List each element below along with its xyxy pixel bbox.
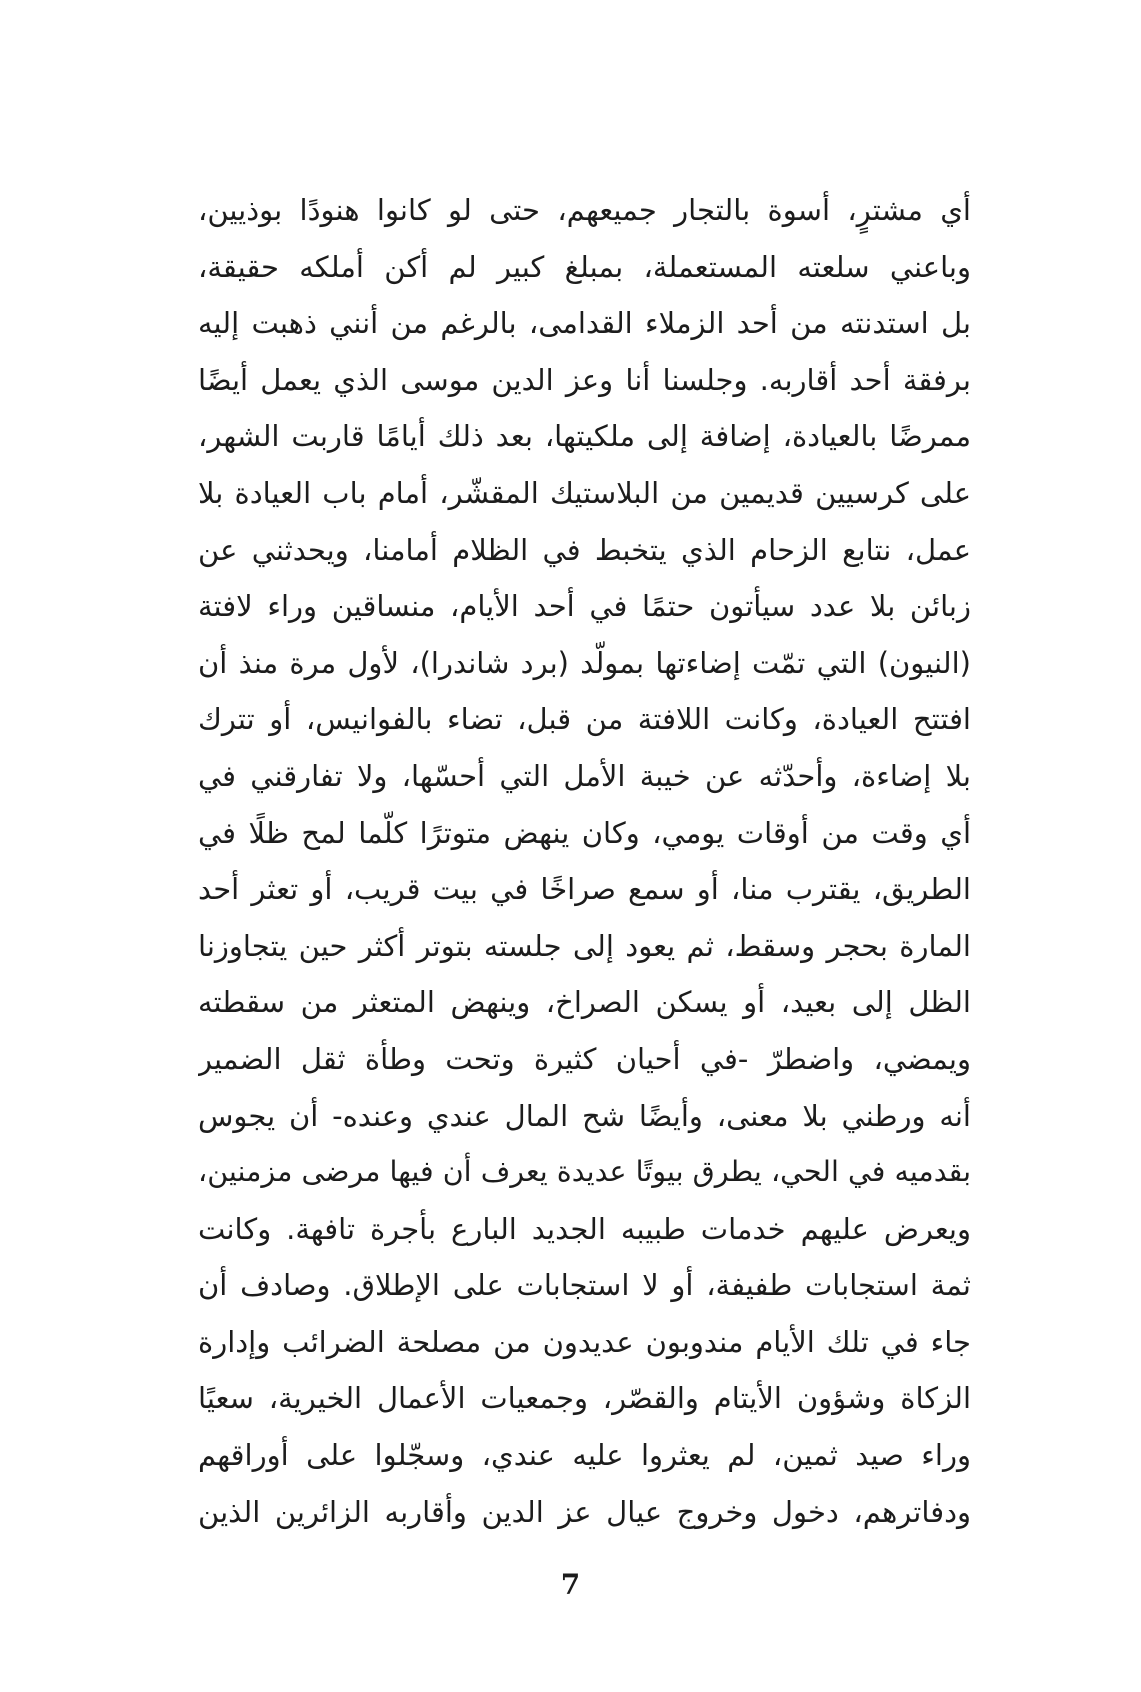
text-line: الزكاة وشؤون الأيتام والقصّر، وجمعيات الأعمال الخيرية، سعيًا (198, 1381, 971, 1416)
text-line: الطريق، يقترب منا، أو سمع صراخًا في بيت قريب، أو تعثر أحد (198, 872, 971, 907)
page-number: 7 (560, 1568, 581, 1601)
text-line: جاء في تلك الأيام مندوبون عديدون من مصلحة الضرائب وإدارة (198, 1324, 971, 1359)
text-line: وباعني سلعته المستعملة، بمبلغ كبير لم أكن أملكه حقيقة، (198, 249, 971, 284)
text-line: ويعرض عليهم خدمات طبيبه الجديد البارع بأجرة تافهة. وكانت (198, 1211, 971, 1246)
text-line: بلا إضاءة، وأحدّثه عن خيبة الأمل التي أحسّها، ولا تفارقني في (198, 758, 971, 793)
text-line: (النيون) التي تمّت إضاءتها بمولّد (برد شاندرا)، لأول مرة منذ أن (198, 645, 971, 680)
text-line: ويمضي، واضطرّ -في أحيان كثيرة وتحت وطأة ثقل الضمير (198, 1041, 971, 1076)
text-line: برفقة أحد أقاربه. وجلسنا أنا وعز الدين موسى الذي يعمل أيضًا (198, 362, 971, 397)
text-line: وراء صيد ثمين، لم يعثروا عليه عندي، وسجّلوا على أوراقهم (198, 1438, 971, 1473)
text-line: زبائن بلا عدد سيأتون حتمًا في أحد الأيام، منساقين وراء لافتة (198, 589, 971, 624)
text-line: الظل إلى بعيد، أو يسكن الصراخ، وينهض المتعثر من سقطته (198, 985, 971, 1020)
text-line: على كرسيين قديمين من البلاستيك المقشّر، أمام باب العيادة بلا (198, 475, 971, 510)
text-line: بل استدنته من أحد الزملاء القدامى، بالرغم من أنني ذهبت إليه (198, 306, 971, 341)
text-line: أنه ورطني بلا معنى، وأيضًا شح المال عندي وعنده- أن يجوس (198, 1098, 971, 1133)
body-text (198, 182, 971, 1540)
text-line: أي وقت من أوقات يومي، وكان ينهض متوترًا كلّما لمح ظلًا في (198, 815, 971, 850)
text-line: ثمة استجابات طفيفة، أو لا استجابات على الإطلاق. وصادف أن (198, 1268, 971, 1303)
text-line: ودفاترهم، دخول وخروج عيال عز الدين وأقاربه الزائرين الذين (198, 1494, 971, 1529)
text-line: المارة بحجر وسقط، ثم يعود إلى جلسته بتوتر أكثر حين يتجاوزنا (198, 928, 971, 963)
text-line: افتتح العيادة، وكانت اللافتة من قبل، تضاء بالفوانيس، أو تترك (198, 702, 971, 737)
text-line: ممرضًا بالعيادة، إضافة إلى ملكيتها، بعد ذلك أيامًا قاربت الشهر، (198, 419, 971, 454)
text-line: أي مشترٍ، أسوة بالتجار جميعهم، حتى لو كانوا هنودًا بوذيين، (198, 193, 971, 227)
text-line: عمل، نتابع الزحام الذي يتخبط في الظلام أمامنا، ويحدثني عن (198, 532, 971, 567)
text-line: بقدميه في الحي، يطرق بيوتًا عديدة يعرف أن فيها مرضى مزمنين، (198, 1155, 971, 1189)
